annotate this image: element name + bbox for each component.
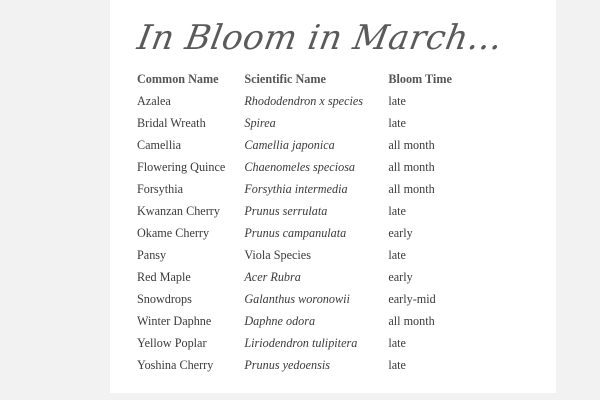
common-name-cell: Camellia: [137, 137, 181, 152]
scientific-name-cell: Forsythia intermedia: [244, 181, 348, 196]
bloom-table: [128, 68, 468, 376]
common-name-cell: Kwanzan Cherry: [137, 203, 220, 218]
bloom-time-cell: late: [388, 115, 406, 130]
table-row: [128, 134, 468, 156]
scientific-name-cell: Viola Species: [244, 247, 311, 262]
table-row: [128, 244, 468, 266]
scientific-name-cell: Acer Rubra: [244, 269, 301, 284]
bloom-time-cell: late: [388, 357, 406, 372]
bloom-time-cell: early-mid: [388, 291, 436, 306]
page-title: In Bloom in March...: [134, 18, 506, 58]
table-row: [128, 222, 468, 244]
scientific-name-cell: Spirea: [244, 115, 276, 130]
common-name-cell: Red Maple: [137, 269, 191, 284]
bloom-time-cell: all month: [388, 313, 435, 328]
common-name-cell: Yellow Poplar: [137, 335, 207, 350]
table-row: [128, 200, 468, 222]
column-header-scientific-name: Scientific Name: [244, 71, 326, 86]
common-name-cell: Okame Cherry: [137, 225, 210, 240]
bloom-time-cell: late: [388, 203, 406, 218]
common-name-cell: Pansy: [137, 247, 167, 262]
bloom-time-cell: all month: [388, 181, 435, 196]
common-name-cell: Bridal Wreath: [137, 115, 206, 130]
table-row: [128, 178, 468, 200]
scientific-name-cell: Liriodendron tulipitera: [244, 335, 358, 350]
common-name-cell: Yoshina Cherry: [137, 357, 214, 372]
bloom-time-cell: early: [388, 269, 413, 284]
scientific-name-cell: Prunus yedoensis: [244, 357, 330, 372]
bloom-time-cell: all month: [388, 159, 435, 174]
bloom-time-cell: early: [388, 225, 413, 240]
table-header-row: [128, 68, 468, 90]
column-header-bloom-time: Bloom Time: [388, 71, 452, 86]
table-row: [128, 354, 468, 376]
table-row: [128, 266, 468, 288]
table-row: [128, 288, 468, 310]
common-name-cell: Forsythia: [137, 181, 184, 196]
scientific-name-cell: Galanthus woronowii: [244, 291, 350, 306]
bloom-time-cell: late: [388, 93, 406, 108]
common-name-cell: Snowdrops: [137, 291, 192, 306]
table-row: [128, 156, 468, 178]
table-row: [128, 332, 468, 354]
bloom-time-cell: late: [388, 335, 406, 350]
scientific-name-cell: Prunus campanulata: [244, 225, 347, 240]
common-name-cell: Flowering Quince: [137, 159, 226, 174]
common-name-cell: Azalea: [137, 93, 171, 108]
scientific-name-cell: Camellia japonica: [244, 137, 335, 152]
common-name-cell: Winter Daphne: [137, 313, 212, 328]
scientific-name-cell: Chaenomeles speciosa: [244, 159, 356, 174]
table-row: [128, 310, 468, 332]
table-row: [128, 90, 468, 112]
scientific-name-cell: Daphne odora: [244, 313, 316, 328]
bloom-time-cell: late: [388, 247, 406, 262]
table-row: [128, 112, 468, 134]
scientific-name-cell: Rhododendron x species: [244, 93, 364, 108]
scientific-name-cell: Prunus serrulata: [244, 203, 328, 218]
column-header-common-name: Common Name: [137, 71, 219, 86]
bloom-time-cell: all month: [388, 137, 435, 152]
